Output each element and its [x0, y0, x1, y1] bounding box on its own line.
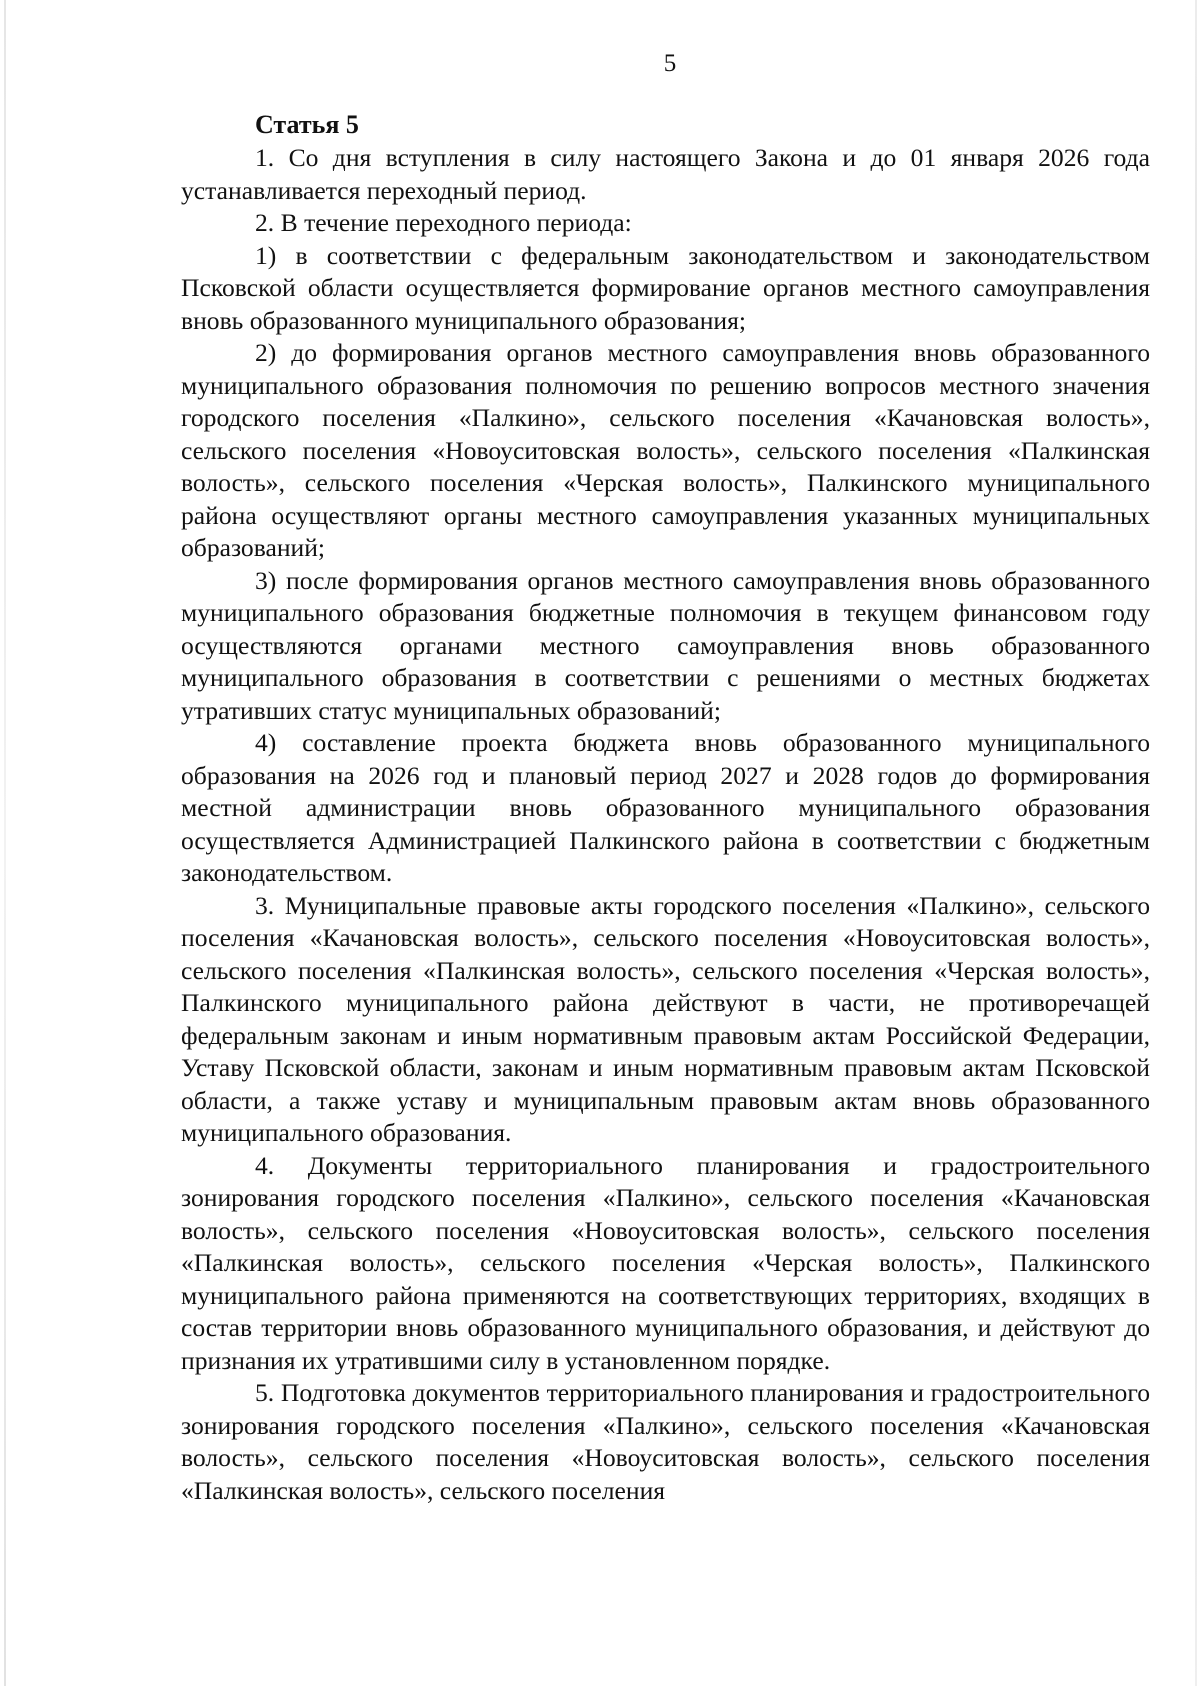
paragraph-4: 4. Документы территориального планирования и градостроительного зонирования городского поселения «Палкино», сельского поселения «Качановская волость», сельского поселения «Новоуситовская волость», сельского поселения «Палкинская волость», сельского поселения «Черская волость», Палкинского муниципального района применяются на соответствующих территориях, входящих в состав территории вновь образованного муниципального образования, и действуют до признания их утратившими силу в установленном порядке.	[181, 1150, 1150, 1375]
subparagraph-2: 2) до формирования органов местного самоуправления вновь образованного муниципального образования полномочия по решению вопросов местного значения городского поселения «Палкино», сельского поселения «Качановская волость», сельского поселения «Новоуситовская волость», сельского поселения «Палкинская волость», сельского поселения «Черская волость», Палкинского муниципального района осуществляют органы местного самоуправления указанных муниципальных образований;	[181, 338, 1150, 562]
document-body	[181, 108, 1150, 1507]
paragraph-5: 5. Подготовка документов территориального планирования и градостроительного зонирования городского поселения «Палкино», сельского поселения «Качановская волость», сельского поселения «Новоуситовская волость», сельского поселения «Палкинская волость», сельского поселения	[181, 1378, 1150, 1505]
scan-edge-left	[4, 0, 6, 1686]
paragraph-1: 1. Со дня вступления в силу настоящего Закона и до 01 января 2026 года устанавливается переходный период.	[181, 143, 1150, 205]
subparagraph-3: 3) после формирования органов местного самоуправления вновь образованного муниципального образования бюджетные полномочия в текущем финансовом году осуществляются органами местного самоуправления вновь образованного муниципального образования в соответствии с решениями о местных бюджетах утративших статус муниципальных образований;	[181, 565, 1150, 725]
article-title: Статья 5	[255, 110, 359, 139]
paragraph-3: 3. Муниципальные правовые акты городского поселения «Палкино», сельского поселения «Качановская волость», сельского поселения «Новоуситовская волость», сельского поселения «Палкинская волость», сельского поселения «Черская волость», Палкинского муниципального района действуют в части, не противоречащей федеральным законам и иным нормативным правовым актам Российской Федерации, Уставу Псковской области, законам и иным нормативным правовым актам Псковской области, а также уставу и муниципальным правовым актам вновь образованного муниципального образования.	[181, 890, 1150, 1147]
subparagraph-4: 4) составление проекта бюджета вновь образованного муниципального образования на 2026 год и плановый период 2027 и 2028 годов до формирования местной администрации вновь образованного муниципального образования осуществляется Администрацией Палкинского района в соответствии с бюджетным законодательством.	[181, 728, 1150, 887]
page-number: 5	[663, 50, 677, 77]
scan-edge-right	[1195, 0, 1197, 1686]
subparagraph-1: 1) в соответствии с федеральным законодательством и законодательством Псковской области осуществляется формирование органов местного самоуправления вновь образованного муниципального образования;	[181, 240, 1150, 335]
paragraph-2: 2. В течение переходного периода:	[255, 208, 632, 237]
